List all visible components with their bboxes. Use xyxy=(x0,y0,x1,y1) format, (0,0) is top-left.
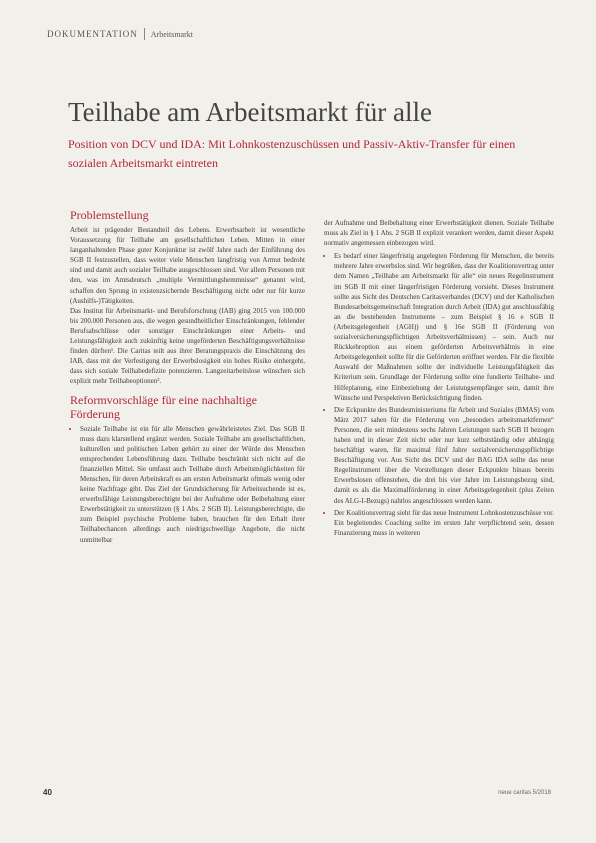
reform-list xyxy=(70,424,305,545)
running-header xyxy=(47,28,193,40)
paragraph: Das Institut für Arbeitsmarkt- und Berufsforschung (IAB) ging 2015 von 100.000 bis 200.000 Personen aus, die wegen gesundheitlicher Einschränkungen, fehlender Berufsabschlüsse oder sonstiger Einschränkungen einer Arbeits- und Leistungsfähigkeit auch zukünftig keine ungeförderten Beschäftigungsverhältnisse finden dürften¹. Die Caritas teilt aus ihrer Beratungspraxis die Einschätzung des IAB, dass mit der Verfestigung der Erwerbslosigkeit ein hohes Risiko einhergeht, dass sich soziale Teilhabedefizite potenzieren. Langzeitarbeitslose wünschen sich explizit mehr Teilhabeoptionen². xyxy=(70,306,305,386)
left-column xyxy=(70,208,305,547)
journal-footer: neue caritas 5/2018 xyxy=(498,790,551,796)
list-item: • Soziale Teilhabe ist ein für alle Menschen gewährleistetes Ziel. Das SGB II muss dazu klarstellend ergänzt werden. Soziale Teilhabe am gesellschaftlichen, kulturellen und politischen Leben gehört zu einer der Würde des Menschen entsprechenden Lebensführung dazu. Teilhabe beschränkt sich nicht auf die finanziellen Mittel. Sie umfasst auch Teilhabe durch Arbeitsmöglichkeiten für Menschen, für deren Arbeitskraft es am ersten Arbeitsmarkt oftmals wenig oder keine Nachfrage gibt. Das Ziel der Grundsicherung für Arbeitsuchende ist es, erwerbsfähige Leistungsberechtigte bei der Aufnahme oder Beibehaltung einer Erwerbstätigkeit zu unterstützen (§ 1 Abs. 2 SGB II). Leistungsberechtigte, die zum Beispiel psychische Probleme haben, brauchen für den Erhalt ihrer Teilhabechancen allerdings auch niedrigschwellige Angebote, die nicht unmittelbar xyxy=(80,424,305,545)
paragraph: Arbeit ist prägender Bestandteil des Lebens. Erwerbsarbeit ist wesentliche Voraussetzung für Teilhabe am gesellschaftlichen Leben. Mitten in einer langanhaltenden Phase guter Konjunktur ist zwölf Jahre nach der Einführung des SGB II festzustellen, dass weiter viele Menschen langfristig von Armut bedroht sind und damit auch sozialer Teilhabe ausgeschlossen sind. Vor allem Personen mit den, was im Amtsdeutsch „multiple Vermittlungshemmnisse“ genannt wird, schaffen den Sprung in existenzsichernde Beschäftigung nicht oder nur für kurze (Aushilfs-)Tätigkeiten. xyxy=(70,226,305,305)
article-title: Teilhabe am Arbeitsmarkt für alle xyxy=(68,97,432,127)
section-heading-reform: Reformvorschläge für eine nachhaltige Förderung xyxy=(70,392,257,421)
list-item: • Die Eckpunkte des Bundesministeriums für Arbeit und Soziales (BMAS) vom März 2017 sahen für die Förderung von „besonders arbeitsmarktfernen“ Personen, die seit mindestens sechs Jahren Leistungen nach SGB II bezogen haben und in dieser Zeit nicht oder nur kurz selbstständig oder abhängig beschäftigt waren, für maximal fünf Jahre sozialversicherungspflichtige Beschäftigung vor. Aus Sicht des DCV und der BAG IDA sollte das neue Regelinstrument über die Vorstellungen dieser Eckpunkte hinaus bereits Erwerbslosen offenstehen, die drei bis vier Jahre im Leistungsbezug sind, damit es als die Maximalförderung in einer Arbeitsgelegenheit (plus Zeiten des ALG-I-Bezugs) nahtlos angeschlossen werden kann. xyxy=(334,405,554,506)
article-subtitle: Position von DCV und IDA: Mit Lohnkostenzuschüssen und Passiv-Aktiv-Transfer für einen sozialen Arbeitsmarkt eintreten xyxy=(68,137,516,170)
header-separator xyxy=(144,28,145,40)
list-item: • Es bedarf einer längerfristig angelegten Förderung für Menschen, die bereits mehrere Jahre erwerbslos sind. Wir begrüßen, dass der Koalitionsvertrag unter dem Namen „Teilhabe am Arbeitsmarkt für alle“ ein neues Regelinstrument im SGB II mit einer längerfristigen Förderung vorsieht. Dieses Instrument sollte aus Sicht des Deutschen Caritasverbandes (DCV) und der Katholischen Bundesarbeitsgemeinschaft Integration durch Arbeit (IDA) gut anschlussfähig an die bestehenden Instrumente – zum Beispiel § 16 e SGB II (Arbeitsgelegenheit (AGH)) und § 16e SGB II (Förderung von sozialversicherungspflichtigen Arbeitsverhältnissen) – sein. Auch nur Rückkehroption aus einem geförderten Arbeitsverhältnis in eine Arbeitsgelegenheit sollte für die Geförderten eröffnet werden. Für die flexible Auswahl der Maßnahmen sollte der individuelle Leistungsfähigkeit das Kriterium sein. Grundlage der Förderung sollte eine fundierte Teilhabe- und Hilfeplanung, eine Einbeziehung der Leistungsempfänger sein, damit ihre Wünsche und Perspektiven Berücksichtigung finden. xyxy=(334,251,554,402)
paragraph-continued: der Aufnahme und Beibehaltung einer Erwerbstätigkeit dienen. Soziale Teilhabe muss als Ziel in § 1 Abs. 2 SGB II explizit verankert werden, damit dieser Aspekt normativ angemessen einbezogen wird. xyxy=(324,219,554,248)
section-heading-problem: Problemstellung xyxy=(70,208,149,222)
header-section: DOKUMENTATION xyxy=(47,29,138,39)
page-number: 40 xyxy=(43,788,52,797)
header-subsection: Arbeitsmarkt xyxy=(150,29,193,39)
list-item: • Der Koalitionsvertrag sieht für das neue Instrument Lohnkostenzuschüsse vor. Ein begleitendes Coaching sollte im ersten Jahr verpflichtend sein, dessen Finanzierung muss in weiteren xyxy=(334,508,554,538)
reform-list-continued xyxy=(324,251,554,538)
right-column xyxy=(324,218,554,540)
